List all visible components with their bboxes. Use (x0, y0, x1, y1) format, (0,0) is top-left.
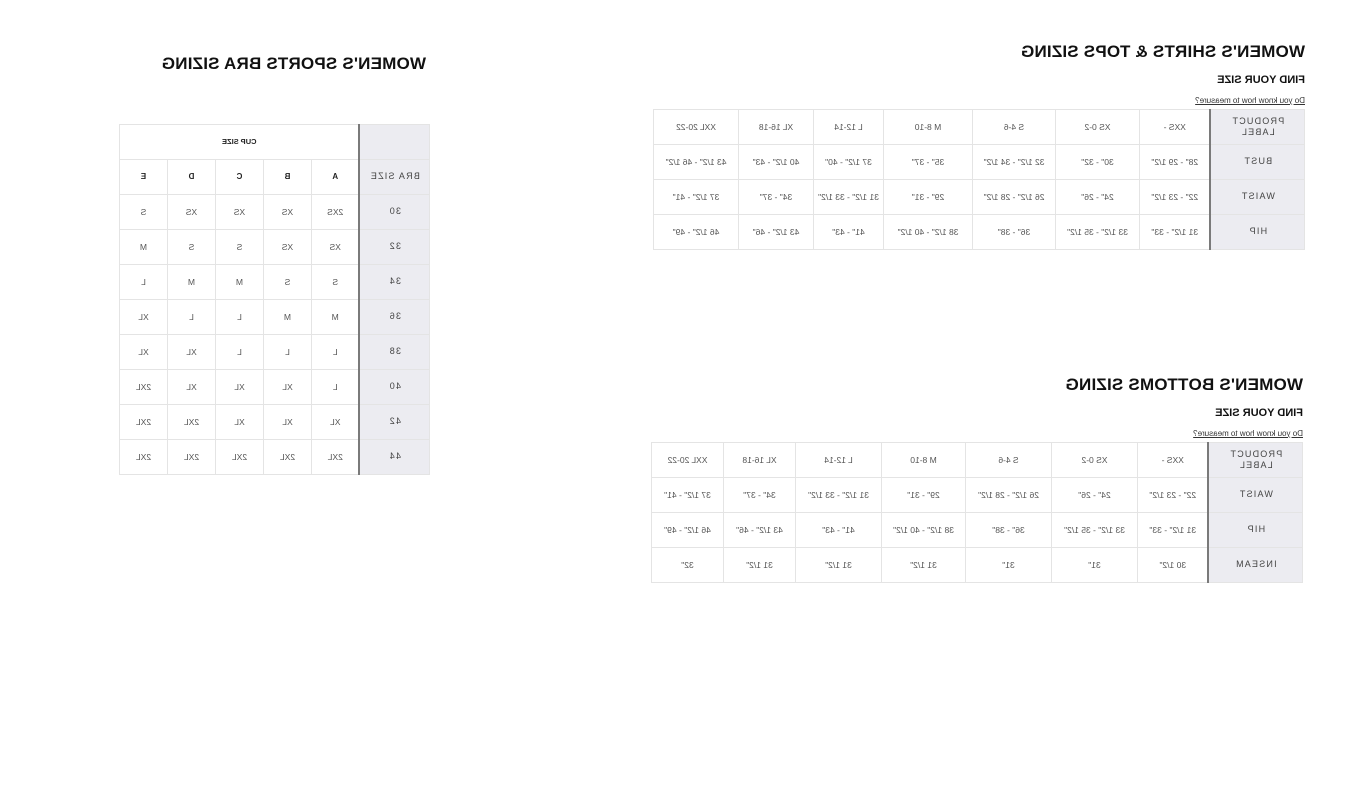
table-cell: 22" - 23 1/2" (1140, 180, 1211, 215)
band-size-label: 30 (360, 195, 430, 230)
bra-size-header: BRA SIZE (360, 160, 430, 195)
size-column-header: M 8-10 (884, 110, 973, 145)
table-cell: 46 1/2" - 49" (654, 215, 739, 250)
table-cell: XL (120, 335, 168, 370)
bra-size-table (119, 124, 430, 475)
bottoms-sizing-panel (652, 375, 1303, 583)
bottoms-size-table (651, 442, 1303, 583)
table-row (120, 265, 430, 300)
table-cell: 46 1/2" - 49" (652, 513, 724, 548)
table-cell: 40 1/2" - 43" (739, 145, 814, 180)
table-cell: 31 1/2" - 33 1/2" (814, 180, 884, 215)
cup-size-header-row (120, 125, 430, 160)
table-cell: 36" - 38" (973, 215, 1056, 250)
table-cell: 29" - 31" (884, 180, 973, 215)
size-column-header: XS 0-2 (1056, 110, 1140, 145)
table-cell: S (264, 265, 312, 300)
product-label-header: PRODUCT LABEL (1211, 110, 1305, 145)
table-cell: XS (168, 195, 216, 230)
table-cell: L (312, 335, 360, 370)
table-cell: XL (264, 405, 312, 440)
table-row (654, 215, 1305, 250)
size-column-header: XXS - (1140, 110, 1211, 145)
cup-size-header: CUP SIZE (120, 125, 360, 160)
table-row (120, 370, 430, 405)
table-cell: XL (264, 370, 312, 405)
table-cell: 34" - 37" (739, 180, 814, 215)
table-cell: 2XL (120, 370, 168, 405)
table-cell: 2XL (312, 440, 360, 475)
table-cell: 35" - 37" (884, 145, 973, 180)
table-cell: S (312, 265, 360, 300)
table-cell: 30 1/2" (1138, 548, 1209, 583)
table-cell: XL (168, 335, 216, 370)
size-column-header: L 12-14 (814, 110, 884, 145)
table-cell: L (168, 300, 216, 335)
table-cell: 29" - 31" (882, 478, 966, 513)
table-cell: 43 1/2" - 46" (739, 215, 814, 250)
bottoms-title: WOMEN'S BOTTOMS SIZING (1065, 375, 1303, 394)
table-cell: 2XS (312, 195, 360, 230)
table-cell: 30" - 32" (1056, 145, 1140, 180)
table-row (652, 513, 1303, 548)
table-cell: 31 1/2" (724, 548, 796, 583)
table-cell: 31 1/2" (882, 548, 966, 583)
table-cell: 43 1/2" - 46 1/2" (654, 145, 739, 180)
table-row (120, 335, 430, 370)
table-cell: XL (168, 370, 216, 405)
table-cell: 31" (966, 548, 1052, 583)
shirts-measure-link[interactable]: Do you know how to measure? (1195, 96, 1305, 105)
row-label: WAIST (1211, 180, 1305, 215)
table-cell: 31 1/2" - 33" (1138, 513, 1209, 548)
size-column-header: XXL 20-22 (654, 110, 739, 145)
table-cell: 31 1/2" - 33 1/2" (796, 478, 882, 513)
table-cell: 38 1/2" - 40 1/2" (882, 513, 966, 548)
size-column-header: S 4-6 (966, 443, 1052, 478)
table-cell: 32 1/2" - 34 1/2" (973, 145, 1056, 180)
size-column-header: XS 0-2 (1052, 443, 1138, 478)
table-cell: L (120, 265, 168, 300)
table-cell: 26 1/2" - 28 1/2" (966, 478, 1052, 513)
table-cell: 41" - 43" (814, 215, 884, 250)
cup-column-header: A (312, 160, 360, 195)
table-cell: 24" - 26" (1052, 478, 1138, 513)
cup-column-header: B (264, 160, 312, 195)
table-cell: L (216, 300, 264, 335)
table-cell: 31 1/2" (796, 548, 882, 583)
table-header-row (654, 110, 1305, 145)
table-cell: L (216, 335, 264, 370)
size-column-header: L 12-14 (796, 443, 882, 478)
table-cell: S (120, 195, 168, 230)
table-row (654, 145, 1305, 180)
table-cell: 2XL (120, 405, 168, 440)
band-size-label: 38 (360, 335, 430, 370)
table-cell: 2XL (168, 405, 216, 440)
table-cell: M (264, 300, 312, 335)
size-column-header: XL 16-18 (739, 110, 814, 145)
size-column-header: XL 16-18 (724, 443, 796, 478)
table-cell: 22" - 23 1/2" (1138, 478, 1209, 513)
size-column-header: XXS - (1138, 443, 1209, 478)
bottoms-subtitle: FIND YOUR SIZE (1215, 407, 1303, 419)
product-label-header: PRODUCT LABEL (1209, 443, 1303, 478)
table-cell: 2XL (216, 440, 264, 475)
bra-title: WOMEN'S SPORTS BRA SIZING (161, 54, 426, 73)
table-cell: 2XL (264, 440, 312, 475)
table-cell: 36" - 38" (966, 513, 1052, 548)
table-cell: XL (312, 405, 360, 440)
band-size-label: 32 (360, 230, 430, 265)
table-cell: L (312, 370, 360, 405)
row-label: INSEAM (1209, 548, 1303, 583)
table-cell: 32" (652, 548, 724, 583)
row-label: BUST (1211, 145, 1305, 180)
table-cell: M (312, 300, 360, 335)
table-cell: L (264, 335, 312, 370)
table-header-row (120, 160, 430, 195)
table-cell: 41" - 43" (796, 513, 882, 548)
table-cell: XS (312, 230, 360, 265)
cup-column-header: E (120, 160, 168, 195)
table-cell: XS (264, 195, 312, 230)
table-cell: M (168, 265, 216, 300)
table-cell: XS (264, 230, 312, 265)
table-cell: 37 1/2" - 41" (654, 180, 739, 215)
table-cell: 31 1/2" - 33" (1140, 215, 1211, 250)
table-cell: S (168, 230, 216, 265)
band-size-label: 34 (360, 265, 430, 300)
table-row (120, 300, 430, 335)
row-label: HIP (1211, 215, 1305, 250)
cup-column-header: D (168, 160, 216, 195)
table-cell: S (216, 230, 264, 265)
table-row (120, 440, 430, 475)
band-size-label: 40 (360, 370, 430, 405)
table-cell: 34" - 37" (724, 478, 796, 513)
table-cell: 2XL (120, 440, 168, 475)
corner-cell (360, 125, 430, 160)
shirts-subtitle: FIND YOUR SIZE (1217, 74, 1305, 86)
table-cell: 38 1/2" - 40 1/2" (884, 215, 973, 250)
table-cell: 2XL (168, 440, 216, 475)
table-cell: XL (120, 300, 168, 335)
band-size-label: 36 (360, 300, 430, 335)
band-size-label: 44 (360, 440, 430, 475)
table-cell: XL (216, 405, 264, 440)
table-row (652, 548, 1303, 583)
table-header-row (652, 443, 1303, 478)
shirts-title: WOMEN'S SHIRTS & TOPS SIZING (1020, 42, 1305, 61)
table-cell: 33 1/2" - 35 1/2" (1052, 513, 1138, 548)
table-row (120, 230, 430, 265)
bottoms-measure-link[interactable]: Do you know how to measure? (1193, 429, 1303, 438)
table-cell: 31" (1052, 548, 1138, 583)
table-cell: XL (216, 370, 264, 405)
table-cell: 24" - 26" (1056, 180, 1140, 215)
bra-sizing-panel (120, 54, 430, 475)
table-cell: 33 1/2" - 35 1/2" (1056, 215, 1140, 250)
table-cell: 43 1/2" - 46" (724, 513, 796, 548)
row-label: HIP (1209, 513, 1303, 548)
table-cell: 26 1/2" - 28 1/2" (973, 180, 1056, 215)
size-column-header: XXL 20-22 (652, 443, 724, 478)
table-row (652, 478, 1303, 513)
table-cell: 37 1/2" - 40" (814, 145, 884, 180)
shirts-sizing-panel (654, 42, 1305, 250)
table-row (120, 405, 430, 440)
size-column-header: S 4-6 (973, 110, 1056, 145)
cup-column-header: C (216, 160, 264, 195)
table-cell: M (216, 265, 264, 300)
table-cell: XS (216, 195, 264, 230)
table-cell: 37 1/2" - 41" (652, 478, 724, 513)
row-label: WAIST (1209, 478, 1303, 513)
band-size-label: 42 (360, 405, 430, 440)
table-cell: 28" - 29 1/2" (1140, 145, 1211, 180)
shirts-size-table (653, 109, 1305, 250)
table-row (120, 195, 430, 230)
table-cell: M (120, 230, 168, 265)
table-row (654, 180, 1305, 215)
size-column-header: M 8-10 (882, 443, 966, 478)
